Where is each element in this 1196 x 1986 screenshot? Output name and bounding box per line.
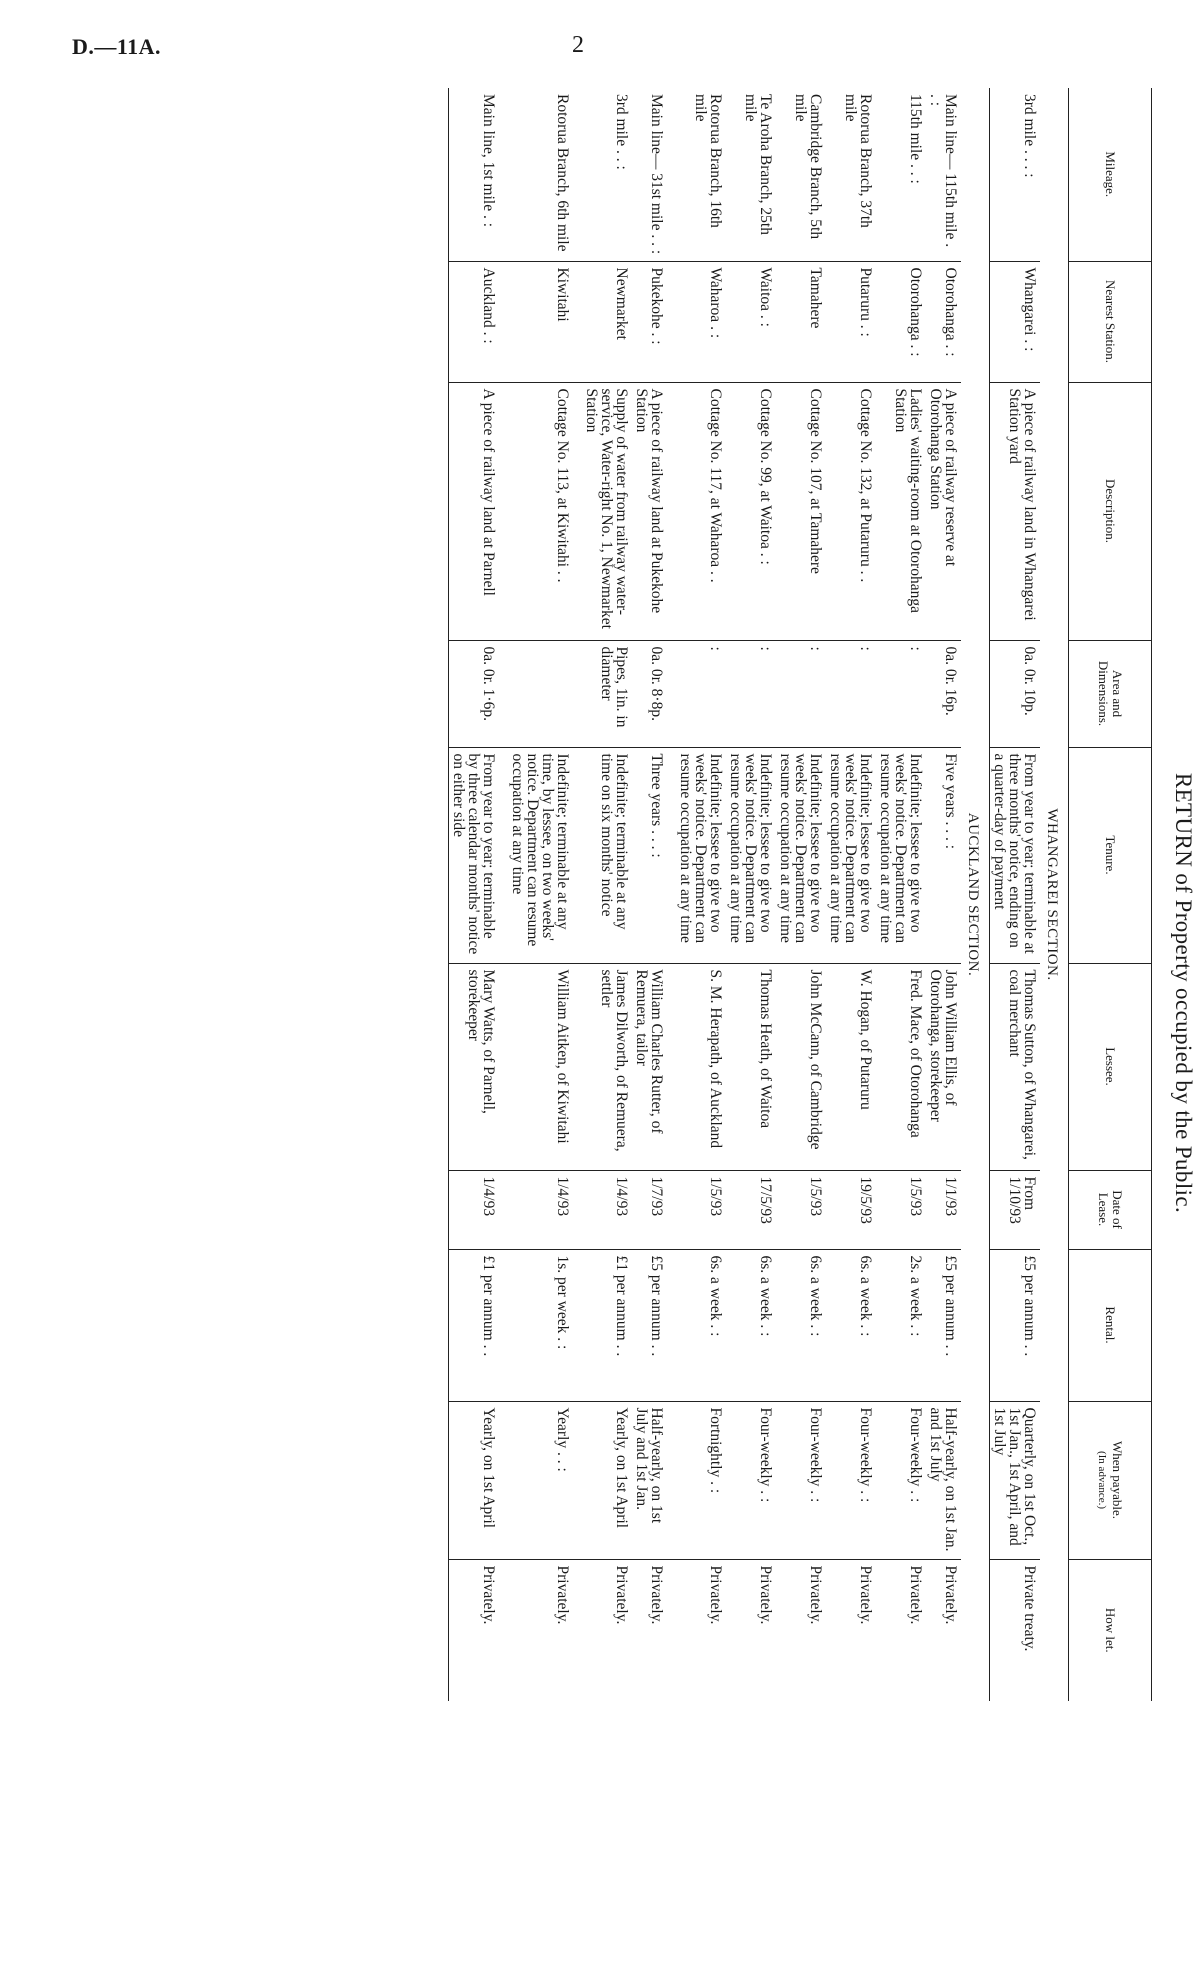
- cell-station: Kiwitahi: [508, 261, 582, 382]
- cell-lessee: John McCann, of Cambridge: [776, 963, 826, 1170]
- cell-payable: Half-yearly, on 1st Jan. and 1st July: [926, 1401, 961, 1559]
- cell-payable: Quarterly, on 1st Oct., 1st Jan., 1st April, and 1st July: [990, 1401, 1041, 1559]
- table-row: [582, 88, 632, 1701]
- cell-payable: Four-weekly . :: [826, 1401, 876, 1559]
- cell-description: Supply of water from railway water-service, Water-right No. 1, Newmarket Station: [582, 382, 632, 640]
- cell-mileage: Main line— 31st mile . . :: [648, 94, 665, 255]
- section-heading-auckland: [961, 88, 990, 1701]
- cell-mileage: Rotorua Branch, 6th mile: [554, 94, 571, 252]
- cell-tenure: Five years . . . :: [926, 747, 961, 963]
- table-row: [926, 88, 961, 1701]
- cell-description: Ladies' waiting-room at Otorohanga Station: [876, 382, 926, 640]
- cell-station: Waitoa . :: [726, 261, 776, 382]
- cell-description: Cottage No. 107, at Tamahere: [776, 382, 826, 640]
- cell-payable: Yearly . . :: [508, 1401, 582, 1559]
- cell-date: From 1/10/93: [990, 1170, 1041, 1249]
- cell-station: Newmarket: [582, 261, 632, 382]
- col-date: Date of Lease.: [1069, 1170, 1152, 1249]
- table-row: [449, 88, 509, 1701]
- cell-mileage: Rotorua Branch, 37th mile: [842, 94, 874, 228]
- cell-station: Tamahere: [776, 261, 826, 382]
- cell-rental: £1 per annum . .: [449, 1249, 509, 1401]
- cell-how-let: Privately.: [726, 1559, 776, 1701]
- cell-lessee: William Aitken, of Kiwitahi: [508, 963, 582, 1170]
- cell-description: Cottage No. 117, at Waharoa . .: [676, 382, 726, 640]
- table-row: [776, 88, 826, 1701]
- col-mileage: Mileage.: [1069, 88, 1152, 261]
- cell-area: [508, 640, 582, 747]
- table-row: [990, 88, 1041, 1701]
- cell-payable: Four-weekly . :: [726, 1401, 776, 1559]
- cell-area: :: [876, 640, 926, 747]
- cell-lessee: Fred. Mace, of Otorohanga: [876, 963, 926, 1170]
- cell-mileage: Te Aroha Branch, 25th mile: [742, 94, 774, 235]
- cell-mileage: 3rd mile . . . :: [990, 88, 1041, 261]
- cell-description: Cottage No. 99, at Waitoa . :: [726, 382, 776, 640]
- cell-station: Pukekohe . :: [632, 261, 676, 382]
- cell-date: 1/1/93: [926, 1170, 961, 1249]
- cell-date: 17/5/93: [726, 1170, 776, 1249]
- table-row: [826, 88, 876, 1701]
- cell-mileage: Main line— 115th mile . . :: [927, 94, 959, 248]
- cell-how-let: Privately.: [508, 1559, 582, 1701]
- col-description: Description.: [1069, 382, 1152, 640]
- cell-description: A piece of railway land at Parnell: [449, 382, 509, 640]
- cell-lessee: James Dilworth, of Remuera, settler: [582, 963, 632, 1170]
- cell-tenure: Indefinite; lessee to give two weeks' notice. Department can resume occupation at any time: [876, 747, 926, 963]
- page-title: RETURN of Property occupied by the Public.: [1171, 772, 1196, 1214]
- section-heading-whangarei: [1040, 88, 1069, 1701]
- cell-how-let: Privately.: [676, 1559, 726, 1701]
- cell-description: A piece of railway reserve at Otorohanga Station: [926, 382, 961, 640]
- cell-date: 1/5/93: [876, 1170, 926, 1249]
- cell-payable: Yearly, on 1st April: [582, 1401, 632, 1559]
- cell-how-let: Privately.: [776, 1559, 826, 1701]
- cell-area: :: [676, 640, 726, 747]
- cell-tenure: Indefinite; lessee to give two weeks' notice. Department can resume occupation at any time: [826, 747, 876, 963]
- property-return-table: [448, 88, 1152, 1701]
- cell-area: :: [726, 640, 776, 747]
- cell-rental: 6s. a week . :: [826, 1249, 876, 1401]
- cell-area: 0a. 0r. 8·8p.: [632, 640, 676, 747]
- col-station: Nearest Station.: [1069, 261, 1152, 382]
- cell-how-let: Privately.: [449, 1559, 509, 1701]
- cell-description: A piece of railway land at Pukekohe Station: [632, 382, 676, 640]
- cell-station: Whangarei . :: [990, 261, 1041, 382]
- cell-how-let: Privately.: [876, 1559, 926, 1701]
- cell-payable: Four-weekly . :: [776, 1401, 826, 1559]
- cell-tenure: From year to year; terminable by three calendar months' notice on either side: [449, 747, 509, 963]
- cell-lessee: William Charles Rutter, of Remuera, tailor: [632, 963, 676, 1170]
- cell-area: 0a. 0r. 16p.: [926, 640, 961, 747]
- cell-rental: £5 per annum . .: [632, 1249, 676, 1401]
- cell-station: Waharoa . :: [676, 261, 726, 382]
- cell-rental: 2s. a week . :: [876, 1249, 926, 1401]
- cell-tenure: Indefinite; lessee to give two weeks' notice. Department can resume occupation at any time: [726, 747, 776, 963]
- cell-mileage: Cambridge Branch, 5th mile: [792, 94, 824, 240]
- cell-mileage: 115th mile . . :: [907, 94, 924, 184]
- cell-mileage: 3rd mile . . :: [613, 94, 630, 170]
- cell-tenure: Indefinite; lessee to give two weeks' notice. Department can resume occupation at any time: [776, 747, 826, 963]
- cell-date: 1/5/93: [676, 1170, 726, 1249]
- table-row: [508, 88, 582, 1701]
- cell-rental: £5 per annum . .: [990, 1249, 1041, 1401]
- cell-tenure: Indefinite; lessee to give two weeks' notice. Department can resume occupation at any time: [676, 747, 726, 963]
- cell-description: A piece of railway land in Whangarei Station yard: [990, 382, 1041, 640]
- table-row: [726, 88, 776, 1701]
- cell-area: Pipes, 1in. in diameter: [582, 640, 632, 747]
- cell-how-let: Private treaty.: [990, 1559, 1041, 1701]
- cell-area: :: [826, 640, 876, 747]
- col-payable: When payable. (In advance.): [1069, 1401, 1152, 1559]
- cell-lessee: Thomas Sutton, of Whangarei, coal merchant: [990, 963, 1041, 1170]
- cell-date: 1/7/93: [632, 1170, 676, 1249]
- cell-payable: Fortnightly . :: [676, 1401, 726, 1559]
- table-row: [876, 88, 926, 1701]
- col-area: Area and Dimensions.: [1069, 640, 1152, 747]
- cell-date: 1/4/93: [449, 1170, 509, 1249]
- cell-date: 1/4/93: [582, 1170, 632, 1249]
- cell-rental: 6s. a week . :: [726, 1249, 776, 1401]
- header-row: [1069, 88, 1152, 1701]
- cell-lessee: Thomas Heath, of Waitoa: [726, 963, 776, 1170]
- cell-payable: Yearly, on 1st April: [449, 1401, 509, 1559]
- cell-tenure: Three years . . . :: [632, 747, 676, 963]
- cell-area: 0a. 0r. 1·6p.: [449, 640, 509, 747]
- cell-area: :: [776, 640, 826, 747]
- cell-description: Cottage No. 132, at Putaruru . .: [826, 382, 876, 640]
- cell-date: 1/5/93: [776, 1170, 826, 1249]
- cell-tenure: Indefinite; terminable at any time on six months' notice: [582, 747, 632, 963]
- cell-lessee: S. M. Herapath, of Auckland: [676, 963, 726, 1170]
- cell-tenure: From year to year; terminable at three months' notice, ending on a quarter-day of payment: [990, 747, 1041, 963]
- cell-rental: 6s. a week . :: [776, 1249, 826, 1401]
- cell-how-let: Privately.: [582, 1559, 632, 1701]
- cell-station: Otorohanga . :: [926, 261, 961, 382]
- col-rental: Rental.: [1069, 1249, 1152, 1401]
- cell-how-let: Privately.: [632, 1559, 676, 1701]
- section-label: AUCKLAND SECTION.: [965, 812, 981, 977]
- cell-rental: £5 per annum . .: [926, 1249, 961, 1401]
- table-row: [632, 88, 676, 1701]
- cell-area: 0a. 0r. 10p.: [990, 640, 1041, 747]
- cell-payable: Half-yearly, on 1st July and 1st Jan.: [632, 1401, 676, 1559]
- col-tenure: Tenure.: [1069, 747, 1152, 963]
- cell-payable: Four-weekly . :: [876, 1401, 926, 1559]
- col-lessee: Lessee.: [1069, 963, 1152, 1170]
- cell-station: Putaruru . :: [826, 261, 876, 382]
- col-how-let: How let.: [1069, 1559, 1152, 1701]
- cell-lessee: W. Hogan, of Putaruru: [826, 963, 876, 1170]
- section-label: WHANGAREI SECTION.: [1044, 808, 1060, 981]
- cell-how-let: Privately.: [926, 1559, 961, 1701]
- cell-how-let: Privately.: [826, 1559, 876, 1701]
- page-number: 2: [572, 32, 584, 58]
- cell-rental: 1s. per week . :: [508, 1249, 582, 1401]
- document-reference: D.—11A.: [72, 34, 162, 59]
- cell-station: Otorohanga . :: [876, 261, 926, 382]
- cell-tenure: Indefinite; terminable at any time, by lessee, on two weeks' notice. Department can resume occupation at any time: [508, 747, 582, 963]
- cell-station: Auckland . :: [449, 261, 509, 382]
- cell-description: Cottage No. 113, at Kiwitahi . .: [508, 382, 582, 640]
- cell-date: 1/4/93: [508, 1170, 582, 1249]
- table-row: [676, 88, 726, 1701]
- cell-rental: 6s. a week . :: [676, 1249, 726, 1401]
- cell-rental: £1 per annum . .: [582, 1249, 632, 1401]
- cell-mileage: Rotorua Branch, 16th mile: [692, 94, 724, 228]
- cell-lessee: Mary Watts, of Parnell, storekeeper: [449, 963, 509, 1170]
- cell-mileage: Main line, 1st mile . :: [449, 88, 509, 261]
- cell-lessee: John William Ellis, of Otorohanga, storekeeper: [926, 963, 961, 1170]
- cell-date: 19/5/93: [826, 1170, 876, 1249]
